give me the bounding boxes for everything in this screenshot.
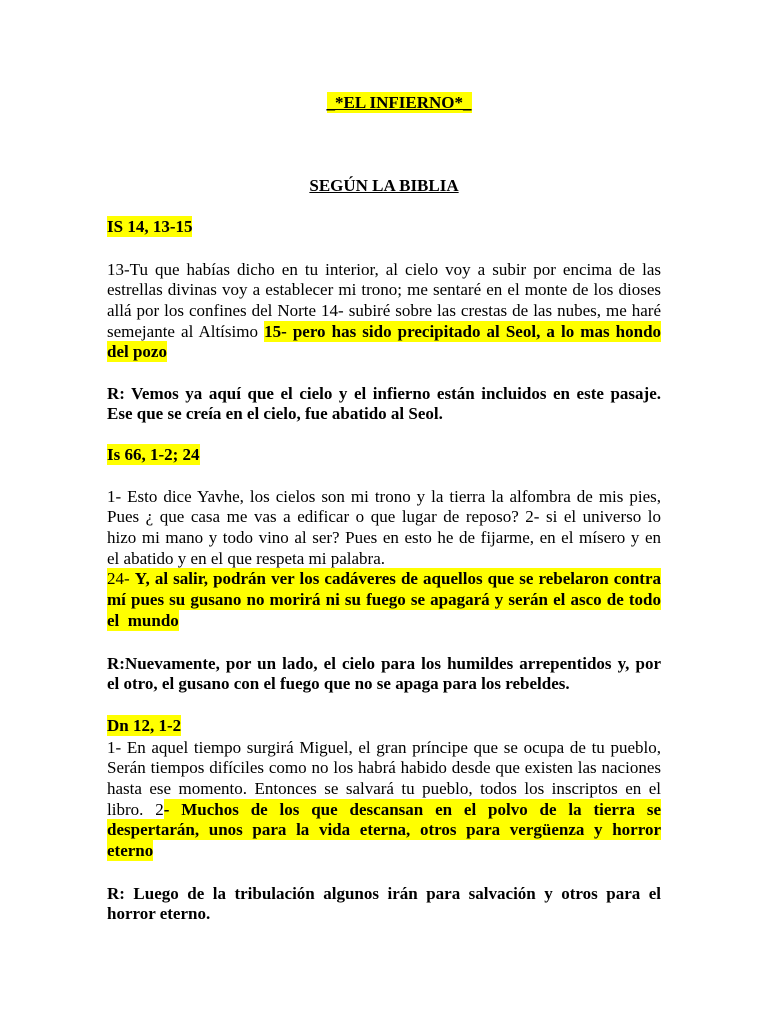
commentary-line	[107, 884, 661, 905]
highlighted-verse: 15- pero has sido precipitado al Seol, a lo mas hondo	[264, 321, 662, 341]
commentary-text: horror eterno.	[107, 904, 211, 924]
title-line	[122, 93, 676, 114]
passage-text: 1- Esto dice Yavhe, los cielos son mi trono y la tierra la alfombra de mis pies,	[107, 486, 661, 506]
bible-reference: Dn 12, 1-2	[107, 715, 182, 735]
commentary	[107, 384, 661, 425]
highlighted-verse-group	[107, 568, 661, 589]
passage-line	[107, 507, 661, 528]
passage-line	[107, 841, 661, 862]
reference-line	[107, 217, 661, 238]
passage-line	[107, 301, 661, 322]
passage-text: libro. 2	[107, 799, 164, 819]
passage-line	[107, 549, 661, 570]
bible-reference: Is 66, 1-2; 24	[107, 444, 200, 464]
commentary-text: R: Vemos ya aquí que el cielo y el infierno están incluidos en este pasaje.	[107, 383, 661, 403]
commentary-line	[107, 904, 661, 925]
highlighted-verse: el mundo	[107, 610, 179, 630]
passage-line	[107, 342, 661, 363]
bible-reference: IS 14, 13-15	[107, 216, 193, 236]
passage-line	[107, 260, 661, 281]
highlighted-verse: - Muchos de los que descansan en el polvo de la tierra se	[163, 799, 662, 819]
subtitle-line	[107, 176, 661, 197]
commentary-text: Ese que se creía en el cielo, fue abatido al Seol.	[107, 404, 443, 424]
reference-line	[107, 716, 661, 737]
highlighted-verse: eterno	[107, 840, 154, 860]
commentary-text: R:Nuevamente, por un lado, el cielo para los humildes arrepentidos y, por	[107, 653, 661, 673]
passage-line	[107, 569, 661, 590]
verse-number: 24-	[107, 569, 130, 589]
commentary	[107, 654, 661, 695]
document-title: _*EL INFIERNO*_	[326, 92, 472, 112]
passage-line	[107, 611, 661, 632]
passage-line	[107, 800, 661, 821]
passage	[107, 260, 661, 363]
passage-text: Serán tiempos difíciles como no los habrá habido desde que existen las naciones	[107, 758, 661, 778]
reference-line	[107, 445, 661, 466]
passage-text: 1- En aquel tiempo surgirá Miguel, el gran príncipe que se ocupa de tu pueblo,	[107, 737, 661, 757]
highlighted-verse: mí pues su gusano no morirá ni su fuego se apagará y serán el asco de todo	[107, 589, 661, 609]
passage-line	[107, 280, 661, 301]
highlighted-verse: despertarán, unos para la vida eterna, otros para vergüenza y horror	[107, 820, 661, 840]
passage-text: el abatido y en el que respeta mi palabra.	[107, 548, 386, 568]
highlighted-verse: del pozo	[107, 342, 167, 362]
passage-line	[107, 322, 661, 343]
passage-text: allá por los confines del Norte 14- subiré sobre las crestas de las nubes, me haré	[107, 300, 661, 320]
passage-text: estrellas divinas voy a establecer mi trono; me sentaré en el monte de los dioses	[107, 280, 661, 300]
passage-line	[107, 487, 661, 508]
commentary	[107, 884, 661, 925]
commentary-line	[107, 674, 661, 695]
passage-text: semejante al Altísimo	[107, 321, 258, 341]
passage-text: Pues ¿ que casa me vas a edificar o que lugar de reposo? 2- si el universo lo	[107, 507, 661, 527]
commentary-text: R: Luego de la tribulación algunos irán para salvación y otros para el	[107, 883, 661, 903]
passage-line	[107, 779, 661, 800]
commentary-line	[107, 654, 661, 675]
commentary-line	[107, 404, 661, 425]
passage-text: hasta ese momento. Entonces se salvará tu pueblo, todos los inscriptos en el	[107, 778, 661, 798]
highlighted-verse: Y, al salir, podrán ver los cadáveres de aquellos que se rebelaron contra	[134, 569, 661, 589]
passage-text: hizo mi mano y todo vino al ser? Pues en esto he de fijarme, en el mísero y en	[107, 527, 661, 547]
commentary-line	[107, 384, 661, 405]
passage-text: 13-Tu que habías dicho en tu interior, al cielo voy a subir por encima de las	[107, 259, 661, 279]
passage-line	[107, 758, 661, 779]
passage-line	[107, 820, 661, 841]
document-subtitle: SEGÚN LA BIBLIA	[309, 175, 459, 195]
passage	[107, 738, 661, 862]
passage-line	[107, 738, 661, 759]
passage-line	[107, 590, 661, 611]
passage	[107, 487, 661, 632]
commentary-text: el otro, el gusano con el fuego que no se apaga para los rebeldes.	[107, 674, 570, 694]
passage-line	[107, 528, 661, 549]
